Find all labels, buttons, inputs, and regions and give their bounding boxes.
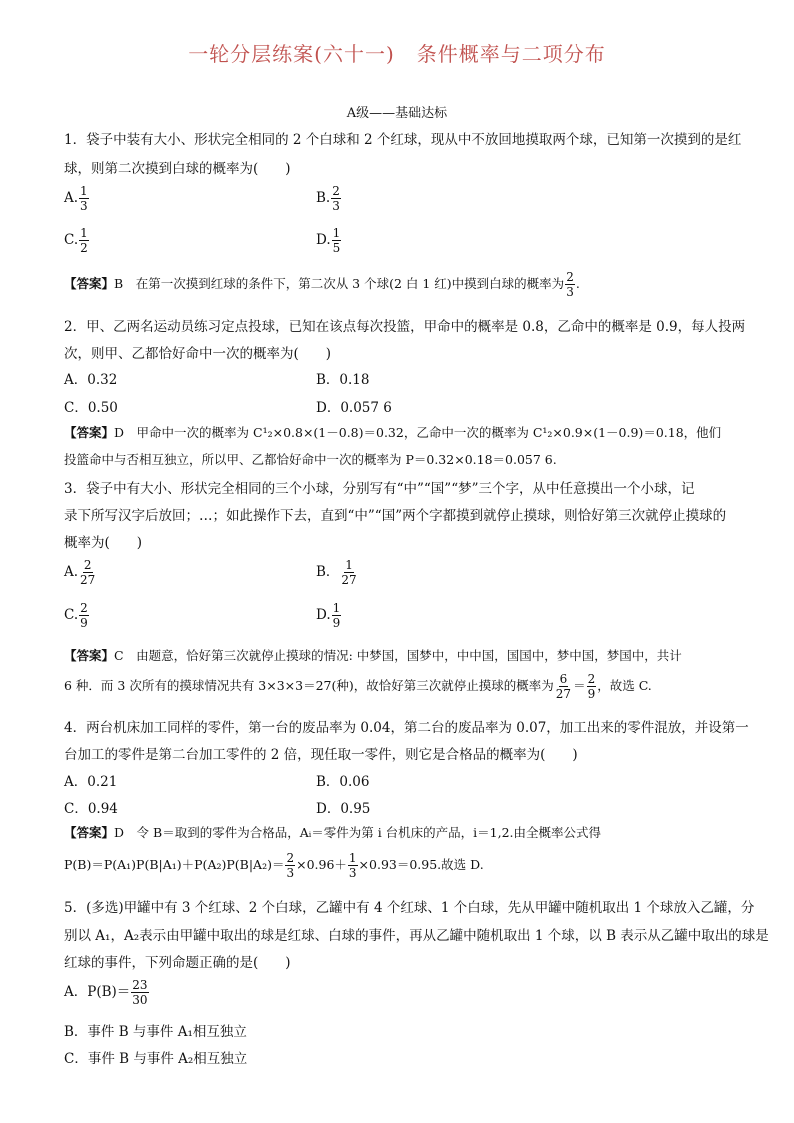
q5-option-c: C．事件 B 与事件 A₂相互独立 (64, 1051, 248, 1067)
q2-option-d: D．0.057 6 (316, 400, 392, 416)
q5-stem-line1: 5．(多选)甲罐中有 3 个红球、2 个白球，乙罐中有 4 个红球、1 个白球，先从甲罐中随机取出 1 个球放入乙罐，分 (64, 900, 755, 916)
q1-option-b: B. $\frac{2}{3}$ (316, 184, 340, 213)
q2-option-c: C．0.50 (64, 400, 118, 416)
q2-stem-line1: 2．甲、乙两名运动员练习定点投球，已知在该点每次投篮，甲命中的概率是 0.8，乙命中的概率是 0.9，每人投两 (64, 319, 746, 335)
q5-stem-line2: 别以 A₁，A₂表示由甲罐中取出的球是红球、白球的事件，再从乙罐中随机取出 1 个球，以 B 表示从乙罐中取出的球是 (64, 928, 769, 944)
q2-answer-line1: 【答案】D 甲命中一次的概率为 C¹₂×0.8×(1－0.8)＝0.32，乙命中一次的概率为 C¹₂×0.9×(1－0.9)＝0.18，他们 (64, 425, 722, 440)
q4-stem-line1: 4．两台机床加工同样的零件，第一台的废品率为 0.04，第二台的废品率为 0.07，加工出来的零件混放，并设第一 (64, 720, 749, 736)
q2-stem-line2: 次，则甲、乙都恰好命中一次的概率为( ) (64, 346, 332, 362)
q1-answer: 【答案】B 在第一次摸到红球的条件下，第二次从 3 个球(2 白 1 红)中摸到白球的概率为 $\frac{2}{3}$ . (64, 270, 580, 299)
q1-stem-line1: 1．袋子中装有大小、形状完全相同的 2 个白球和 2 个红球，现从中不放回地摸取两个球，已知第一次摸到的是红 (64, 132, 742, 148)
section-heading: A级——基础达标 (346, 106, 448, 121)
q5-option-a: A．P(B)＝ $\frac{23}{30}$ (64, 978, 148, 1007)
q1-option-c: C. $\frac{1}{2}$ (64, 226, 88, 255)
page-title (0, 38, 794, 67)
q1-option-a: A. $\frac{1}{3}$ (64, 184, 88, 213)
q3-option-b: B． $\frac{1}{27}$ (316, 558, 357, 587)
q1-stem-line2: 球，则第二次摸到白球的概率为( ) (64, 161, 291, 177)
q1-option-d: D. $\frac{1}{5}$ (316, 226, 341, 255)
q3-option-d: D. $\frac{1}{9}$ (316, 601, 341, 630)
q3-option-a: A. $\frac{2}{27}$ (64, 558, 96, 587)
q4-answer-line1: 【答案】D 令 B＝取到的零件为合格品，Aᵢ＝零件为第 i 台机床的产品，i＝1,2.由全概率公式得 (64, 825, 602, 840)
q4-option-c: C．0.94 (64, 801, 118, 817)
q3-stem-line2: 录下所写汉字后放回；…；如此操作下去，直到“中”“国”两个字都摸到就停止摸球，则恰好第三次就停止摸球的 (64, 508, 727, 524)
q5-stem-line3: 红球的事件，下列命题正确的是( ) (64, 955, 291, 971)
q3-stem-line3: 概率为( ) (64, 535, 143, 551)
q4-stem-line2: 台加工的零件是第二台加工零件的 2 倍，现任取一零件，则它是合格品的概率为( ) (64, 747, 578, 763)
q2-option-b: B．0.18 (316, 372, 370, 388)
q2-option-a: A．0.32 (64, 372, 118, 388)
q4-option-b: B．0.06 (316, 774, 370, 790)
q3-option-c: C. $\frac{2}{9}$ (64, 601, 88, 630)
q4-answer-line2: P(B)＝P(A₁)P(B|A₁)＋P(A₂)P(B|A₂)＝ $\frac{2}{3}$ ×0.96＋ $\frac{1}{3}$ ×0.93＝0.95.故选 D. (64, 851, 484, 880)
q4-option-d: D．0.95 (316, 801, 371, 817)
title-part1: 一轮分层练案(六十一) (188, 42, 395, 66)
q3-answer-line2: 6 种．而 3 次所有的摸球情况共有 3×3×3＝27(种)，故恰好第三次就停止摸球的概率为 $\frac{6}{27}$ ＝ $\frac{2}{9}$ ，故选 C. (64, 672, 652, 701)
q5-option-b: B．事件 B 与事件 A₁相互独立 (64, 1024, 247, 1040)
q3-answer-line1: 【答案】C 由题意，恰好第三次就停止摸球的情况: 中梦国，国梦中，中中国，国国中，梦中国，梦国中，共计 (64, 648, 682, 663)
q4-option-a: A．0.21 (64, 774, 118, 790)
q3-stem-line1: 3．袋子中有大小、形状完全相同的三个小球，分别写有“中”“国”“梦”三个字，从中任意摸出一个小球，记 (64, 481, 695, 497)
title-part2: 条件概率与二项分布 (416, 42, 606, 66)
q2-answer-line2: 投篮命中与否相互独立，所以甲、乙都恰好命中一次的概率为 P＝0.32×0.18＝0.057 6. (64, 452, 557, 467)
